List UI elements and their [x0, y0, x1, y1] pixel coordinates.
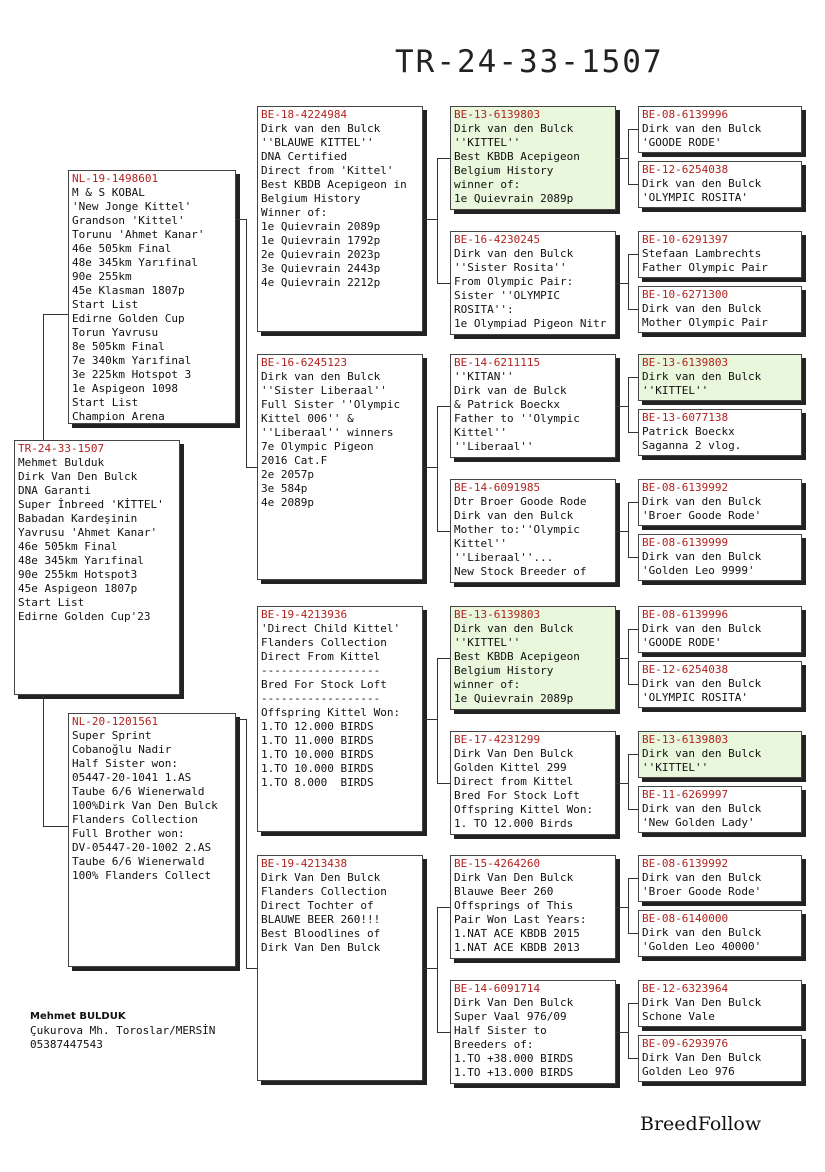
pedigree-line: Dirk Van Den Bulck: [454, 871, 574, 884]
connector-line: [616, 406, 628, 407]
pedigree-line: Golden Kittel 299: [454, 761, 567, 774]
connector-line: [628, 684, 638, 685]
connector-line: [628, 129, 638, 130]
pedigree-line: ''KITTEL'': [642, 761, 709, 774]
connector-line: [628, 754, 629, 809]
pedigree-line: Golden Leo 976: [642, 1065, 735, 1078]
pedigree-line: Start List: [72, 396, 139, 409]
connector-line: [246, 219, 247, 467]
ring-number: BE-11-6269997: [642, 788, 729, 801]
pedigree-line: 1.TO +38.000 BIRDS: [454, 1052, 574, 1065]
sire-line-box: [257, 354, 423, 580]
pedigree-line: Belgium History: [261, 192, 361, 205]
ring-number: BE-08-6140000: [642, 912, 729, 925]
pedigree-line: 4e 2089p: [261, 496, 314, 509]
connector-line: [437, 1032, 450, 1033]
sire-line-box: [257, 606, 423, 832]
ring-number: BE-17-4231299: [454, 733, 541, 746]
ancestor-box: [450, 731, 616, 835]
connector-line: [628, 933, 638, 934]
sire-line-box: [257, 106, 423, 332]
pedigree-line: 1.NAT ACE KBDB 2013: [454, 941, 580, 954]
connector-line: [616, 1032, 628, 1033]
pedigree-line: 05447-20-1041 1.AS: [72, 771, 192, 784]
connector-line: [246, 968, 257, 969]
connector-line: [628, 629, 638, 630]
pedigree-line: 'Broer Goode Rode': [642, 509, 762, 522]
connector-line: [437, 406, 438, 531]
pedigree-line: Stefaan Lambrechts: [642, 247, 762, 260]
pedigree-line: Grandson 'Kittel': [72, 214, 185, 227]
pedigree-line: 'Golden Leo 40000': [642, 940, 762, 953]
pedigree-line: Flanders Collection: [261, 885, 387, 898]
pedigree-line: Edirne Golden Cup: [72, 312, 185, 325]
connector-line: [437, 783, 450, 784]
pedigree-line: Saganna 2 vlog.: [642, 439, 742, 452]
great-grandparent-box: [638, 1035, 802, 1082]
pedigree-line: Dirk van den Bulck: [642, 122, 762, 135]
pedigree-line: ''Liberaal'': [454, 440, 534, 453]
pedigree-line: 'OLYMPIC ROSITA': [642, 191, 748, 204]
pedigree-line: Dirk van den Bulck: [454, 622, 574, 635]
connector-line: [628, 129, 629, 184]
pedigree-line: Dirk van den Bulck: [642, 871, 762, 884]
pedigree-line: Taube 6/6 Wienerwald: [72, 785, 205, 798]
connector-line: [628, 254, 629, 309]
pedigree-line: 1e Olympiad Pigeon Nitr: [454, 317, 607, 330]
great-grandparent-box: [638, 606, 802, 653]
ring-number: BE-15-4264260: [454, 857, 541, 870]
pedigree-line: Start List: [72, 298, 139, 311]
pedigree-line: Dirk van den Bulck: [454, 509, 574, 522]
pedigree-line: winner of:: [454, 678, 521, 691]
pedigree-line: Bred For Stock Loft: [261, 678, 387, 691]
owner-name: Mehmet BULDUK: [30, 1011, 126, 1022]
ring-number: BE-13-6139803: [454, 608, 541, 621]
pedigree-line: 'New Golden Lady': [642, 816, 755, 829]
pedigree-line: 3e Quievrain 2443p: [261, 262, 381, 275]
connector-line: [628, 502, 638, 503]
connector-line: [628, 754, 638, 755]
pedigree-line: 90e 255km Hotspot3: [18, 568, 138, 581]
ancestor-box: [450, 479, 616, 583]
pedigree-line: BLAUWE BEER 260!!!: [261, 913, 381, 926]
pedigree-line: 'Golden Leo 9999': [642, 564, 755, 577]
ring-number: BE-12-6254038: [642, 663, 729, 676]
pedigree-line: 'GOODE RODE': [642, 136, 722, 149]
pedigree-line: 1.TO 10.000 BIRDS: [261, 762, 374, 775]
connector-line: [437, 907, 438, 1032]
pedigree-line: 1.TO 10.000 BIRDS: [261, 748, 374, 761]
pedigree-line: Direct from Kittel: [454, 775, 574, 788]
connector-line: [628, 184, 638, 185]
pedigree-line: Full Sister ''Olympic: [261, 398, 401, 411]
connector-line: [628, 377, 629, 432]
connector-line: [628, 1003, 629, 1058]
connector-line: [43, 314, 68, 315]
great-grandparent-box: [638, 409, 802, 456]
great-grandparent-box: [638, 231, 802, 278]
great-grandparent-box: [638, 106, 802, 153]
connector-line: [628, 309, 638, 310]
pedigree-line: 1.NAT ACE KBDB 2015: [454, 927, 580, 940]
pedigree-line: ROSITA'':: [454, 303, 514, 316]
ring-number: BE-08-6139996: [642, 108, 729, 121]
pedigree-line: Taube 6/6 Wienerwald: [72, 855, 205, 868]
pedigree-line: Kittel 006'' &: [261, 412, 354, 425]
connector-line: [628, 1003, 638, 1004]
pedigree-line: 2016 Cat.F: [261, 454, 328, 467]
ring-number: BE-14-6211115: [454, 356, 541, 369]
pedigree-line: Dirk Van Den Bulck: [454, 747, 574, 760]
pedigree-line: 1e Aspigeon 1098: [72, 382, 178, 395]
pedigree-line: 'OLYMPIC ROSITA': [642, 691, 748, 704]
ring-number: BE-13-6077138: [642, 411, 729, 424]
ancestor-box: [450, 980, 616, 1084]
dam-box: [68, 713, 236, 967]
ancestor-box: [450, 106, 616, 210]
pedigree-line: Full Brother won:: [72, 827, 185, 840]
pedigree-line: 1. TO 12.000 Birds: [454, 817, 574, 830]
ring-number: BE-08-6139996: [642, 608, 729, 621]
pedigree-line: Dirk van den Bulck: [642, 495, 762, 508]
pedigree-line: Dirk van den Bulck: [642, 802, 762, 815]
pedigree-line: Best KBDB Acepigeon: [454, 150, 580, 163]
pedigree-line: 1.TO +13.000 BIRDS: [454, 1066, 574, 1079]
connector-line: [423, 719, 437, 720]
connector-line: [43, 826, 68, 827]
connector-line: [437, 283, 450, 284]
pedigree-line: Father to ''Olympic: [454, 412, 580, 425]
pedigree-line: 90e 255km: [72, 270, 132, 283]
pedigree-line: Cobanoğlu Nadir: [72, 743, 172, 756]
pedigree-line: Dirk van den Bulck: [454, 122, 574, 135]
pedigree-line: M & S KOBAL: [72, 186, 145, 199]
pedigree-line: 1e Quievrain 2089p: [454, 192, 574, 205]
ring-number: BE-13-6139803: [642, 733, 729, 746]
connector-line: [437, 907, 450, 908]
connector-line: [616, 283, 628, 284]
pedigree-line: Start List: [18, 596, 85, 609]
connector-line: [437, 658, 450, 659]
pedigree-line: 1e Quievrain 2089p: [454, 692, 574, 705]
connector-line: [437, 158, 450, 159]
pedigree-line: Mother Olympic Pair: [642, 316, 768, 329]
pedigree-line: 46e 505km Final: [72, 242, 172, 255]
great-grandparent-box: [638, 534, 802, 581]
pedigree-line: Pair Won Last Years:: [454, 913, 587, 926]
connector-line: [628, 502, 629, 557]
ring-number: BE-14-6091985: [454, 481, 541, 494]
brand-logo: BreedFollow: [640, 1113, 762, 1135]
pedigree-line: 45e Aspigeon 1807p: [18, 582, 138, 595]
connector-line: [628, 432, 638, 433]
owner-info: [30, 1010, 215, 1052]
pedigree-line: Super İnbreed 'KİTTEL': [18, 498, 164, 511]
connector-line: [628, 1058, 638, 1059]
ring-number: BE-13-6139803: [642, 356, 729, 369]
pedigree-line: 1.TO 8.000 BIRDS: [261, 776, 374, 789]
ring-number: NL-19-1498601: [72, 172, 159, 185]
pedigree-line: Schone Vale: [642, 1010, 715, 1023]
great-grandparent-box: [638, 286, 802, 333]
pedigree-line: Mother to:''Olympic: [454, 523, 580, 536]
pedigree-line: Belgium History: [454, 164, 554, 177]
pedigree-line: & Patrick Boeckx: [454, 398, 560, 411]
pedigree-line: ------------------: [261, 664, 381, 677]
sire-box: [68, 170, 236, 424]
pedigree-line: Dirk Van Den Bulck: [261, 941, 381, 954]
ring-number: BE-16-4230245: [454, 233, 541, 246]
great-grandparent-box: [638, 910, 802, 957]
great-grandparent-box: [638, 161, 802, 208]
pedigree-line: Kittel'': [454, 537, 507, 550]
pedigree-line: Breeders of:: [454, 1038, 534, 1051]
pedigree-line: DNA Garanti: [18, 484, 91, 497]
pedigree-line: ''BLAUWE KITTEL'': [261, 136, 374, 149]
ring-number: BE-19-4213936: [261, 608, 348, 621]
pedigree-line: Half Sister to: [454, 1024, 547, 1037]
connector-line: [437, 158, 438, 283]
connector-line: [616, 783, 628, 784]
pedigree-line: Blauwe Beer 260: [454, 885, 554, 898]
ring-number: BE-12-6323964: [642, 982, 729, 995]
pedigree-line: Best KBDB Acepigeon in: [261, 178, 407, 191]
pedigree-line: Dirk Van Den Bulck: [642, 1051, 762, 1064]
pedigree-line: Dirk van den Bulck: [642, 550, 762, 563]
pedigree-line: 1.TO 11.000 BIRDS: [261, 734, 374, 747]
ring-number: BE-19-4213438: [261, 857, 348, 870]
pedigree-line: ''KITTEL'': [454, 636, 521, 649]
pedigree-line: ''Sister Liberaal'': [261, 384, 387, 397]
connector-line: [423, 219, 437, 220]
pedigree-line: Dirk van den Bulck: [261, 122, 381, 135]
pedigree-line: Direct from 'Kittel': [261, 164, 394, 177]
ring-number: TR-24-33-1507: [18, 442, 105, 455]
pedigree-line: 7e Olympic Pigeon: [261, 440, 374, 453]
pedigree-line: Best KBDB Acepigeon: [454, 650, 580, 663]
great-grandparent-box: [638, 661, 802, 708]
ring-number: BE-18-4224984: [261, 108, 348, 121]
connector-line: [246, 719, 247, 968]
pedigree-line: 2e Quievrain 2023p: [261, 248, 381, 261]
pedigree-line: 3e 225km Hotspot 3: [72, 368, 192, 381]
ring-number: BE-10-6291397: [642, 233, 729, 246]
connector-line: [437, 531, 450, 532]
pedigree-line: Dirk van den Bulck: [642, 677, 762, 690]
pedigree-line: Kittel'': [454, 426, 507, 439]
pedigree-line: Super Vaal 976/09: [454, 1010, 567, 1023]
pedigree-line: Dirk Van Den Bulck: [18, 470, 138, 483]
great-grandparent-box: [638, 731, 802, 778]
connector-line: [628, 254, 638, 255]
pedigree-line: Direct Tochter of: [261, 899, 374, 912]
pedigree-line: Direct From Kittel: [261, 650, 381, 663]
pedigree-line: Dirk van den Bulck: [642, 177, 762, 190]
pedigree-title: TR-24-33-1507: [395, 44, 664, 80]
pedigree-line: 4e Quievrain 2212p: [261, 276, 381, 289]
pedigree-line: 1.TO 12.000 BIRDS: [261, 720, 374, 733]
pedigree-line: Patrick Boeckx: [642, 425, 735, 438]
pedigree-line: ------------------: [261, 692, 381, 705]
pedigree-line: 'Broer Goode Rode': [642, 885, 762, 898]
connector-line: [628, 809, 638, 810]
pedigree-line: New Stock Breeder of: [454, 565, 587, 578]
pedigree-line: 1e Quievrain 1792p: [261, 234, 381, 247]
great-grandparent-box: [638, 479, 802, 526]
pedigree-line: Dirk van den Bulck: [642, 622, 762, 635]
connector-line: [616, 907, 628, 908]
pedigree-line: winner of:: [454, 178, 521, 191]
pedigree-line: 'Direct Child Kittel': [261, 622, 401, 635]
pedigree-line: 3e 584p: [261, 482, 308, 495]
pedigree-line: Flanders Collection: [72, 813, 198, 826]
ring-number: BE-09-6293976: [642, 1037, 729, 1050]
pedigree-line: Offsprings of This: [454, 899, 574, 912]
pedigree-line: 48e 345km Yarıfinal: [18, 554, 144, 567]
pedigree-line: ''KITAN'': [454, 370, 514, 383]
pedigree-line: Flanders Collection: [261, 636, 387, 649]
pedigree-line: Torunu 'Ahmet Kanar': [72, 228, 205, 241]
pedigree-line: 8e 505km Final: [72, 340, 165, 353]
ring-number: BE-08-6139992: [642, 481, 729, 494]
connector-line: [628, 878, 629, 933]
pedigree-line: Half Sister won:: [72, 757, 178, 770]
pedigree-line: From Olympic Pair:: [454, 275, 574, 288]
pedigree-line: Champion Arena: [72, 410, 165, 423]
ring-number: BE-14-6091714: [454, 982, 541, 995]
ring-number: BE-13-6139803: [454, 108, 541, 121]
pedigree-line: Yavrusu 'Ahmet Kanar': [18, 526, 158, 539]
pedigree-line: Best Bloodlines of: [261, 927, 381, 940]
pedigree-line: Winner of:: [261, 206, 328, 219]
pedigree-line: 'New Jonge Kittel': [72, 200, 192, 213]
connector-line: [616, 158, 628, 159]
pedigree-line: Offspring Kittel Won:: [454, 803, 594, 816]
pedigree-line: 'GOODE RODE': [642, 636, 722, 649]
pedigree-line: ''Sister Rosita'': [454, 261, 567, 274]
great-grandparent-box: [638, 855, 802, 902]
pedigree-line: Dirk van den Bulck: [642, 370, 762, 383]
pedigree-line: 2e 2057p: [261, 468, 314, 481]
pedigree-line: ''KITTEL'': [642, 384, 709, 397]
pedigree-line: Dirk van den Bulck: [454, 247, 574, 260]
pedigree-line: 7e 340km Yarıfinal: [72, 354, 192, 367]
pedigree-line: ''Liberaal'' winners: [261, 426, 394, 439]
pedigree-line: 100% Flanders Collect: [72, 869, 212, 882]
pedigree-line: Belgium History: [454, 664, 554, 677]
pedigree-line: Edirne Golden Cup'23: [18, 610, 151, 623]
connector-line: [43, 695, 44, 827]
pedigree-line: 100%Dirk Van Den Bulck: [72, 799, 218, 812]
sire-line-box: [257, 855, 423, 1081]
ring-number: BE-16-6245123: [261, 356, 348, 369]
pedigree-line: DV-05447-20-1002 2.AS: [72, 841, 212, 854]
ancestor-box: [450, 606, 616, 710]
pedigree-line: ''Liberaal''...: [454, 551, 554, 564]
pedigree-line: Torun Yavrusu: [72, 326, 159, 339]
pedigree-line: DNA Certified: [261, 150, 348, 163]
pedigree-line: 1e Quievrain 2089p: [261, 220, 381, 233]
connector-line: [437, 406, 450, 407]
pedigree-line: Mehmet Bulduk: [18, 456, 105, 469]
pedigree-line: Dirk van den Bulck: [642, 302, 762, 315]
connector-line: [628, 878, 638, 879]
connector-line: [628, 377, 638, 378]
ring-number: BE-08-6139999: [642, 536, 729, 549]
connector-line: [628, 629, 629, 684]
pedigree-line: Dirk van den Bulck: [642, 926, 762, 939]
pedigree-line: Bred For Stock Loft: [454, 789, 580, 802]
great-grandparent-box: [638, 354, 802, 401]
pedigree-line: Dirk van den Bulck: [261, 370, 381, 383]
connector-line: [616, 658, 628, 659]
pedigree-line: Sister ''OLYMPIC: [454, 289, 560, 302]
owner-address: Çukurova Mh. Toroslar/MERSİN: [30, 1024, 216, 1037]
pedigree-line: Father Olympic Pair: [642, 261, 768, 274]
ancestor-box: [450, 354, 616, 458]
great-grandparent-box: [638, 786, 802, 833]
connector-line: [43, 314, 44, 440]
ancestor-box: [450, 231, 616, 335]
ring-number: BE-12-6254038: [642, 163, 729, 176]
pedigree-line: 48e 345km Yarıfinal: [72, 256, 198, 269]
pedigree-line: 45e Klasman 1807p: [72, 284, 185, 297]
connector-line: [616, 531, 628, 532]
ring-number: BE-10-6271300: [642, 288, 729, 301]
pedigree-line: 46e 505km Final: [18, 540, 118, 553]
ring-number: BE-08-6139992: [642, 857, 729, 870]
pedigree-line: Dirk Van Den Bulck: [642, 996, 762, 1009]
subject-box: [14, 440, 180, 695]
pedigree-line: Dirk Van Den Bulck: [454, 996, 574, 1009]
pedigree-line: Offspring Kittel Won:: [261, 706, 401, 719]
pedigree-line: Dtr Broer Goode Rode: [454, 495, 587, 508]
connector-line: [628, 557, 638, 558]
great-grandparent-box: [638, 980, 802, 1027]
pedigree-line: Dirk Van Den Bulck: [261, 871, 381, 884]
connector-line: [423, 968, 437, 969]
pedigree-line: Babadan Kardeşinin: [18, 512, 138, 525]
connector-line: [423, 467, 437, 468]
pedigree-line: Dirk van den Bulck: [642, 747, 762, 760]
pedigree-line: Dirk van de Bulck: [454, 384, 567, 397]
owner-phone: 05387447543: [30, 1038, 103, 1051]
connector-line: [246, 467, 257, 468]
pedigree-line: Super Sprint: [72, 729, 152, 742]
pedigree-line: ''KITTEL'': [454, 136, 521, 149]
ring-number: NL-20-1201561: [72, 715, 159, 728]
ancestor-box: [450, 855, 616, 959]
connector-line: [437, 658, 438, 783]
